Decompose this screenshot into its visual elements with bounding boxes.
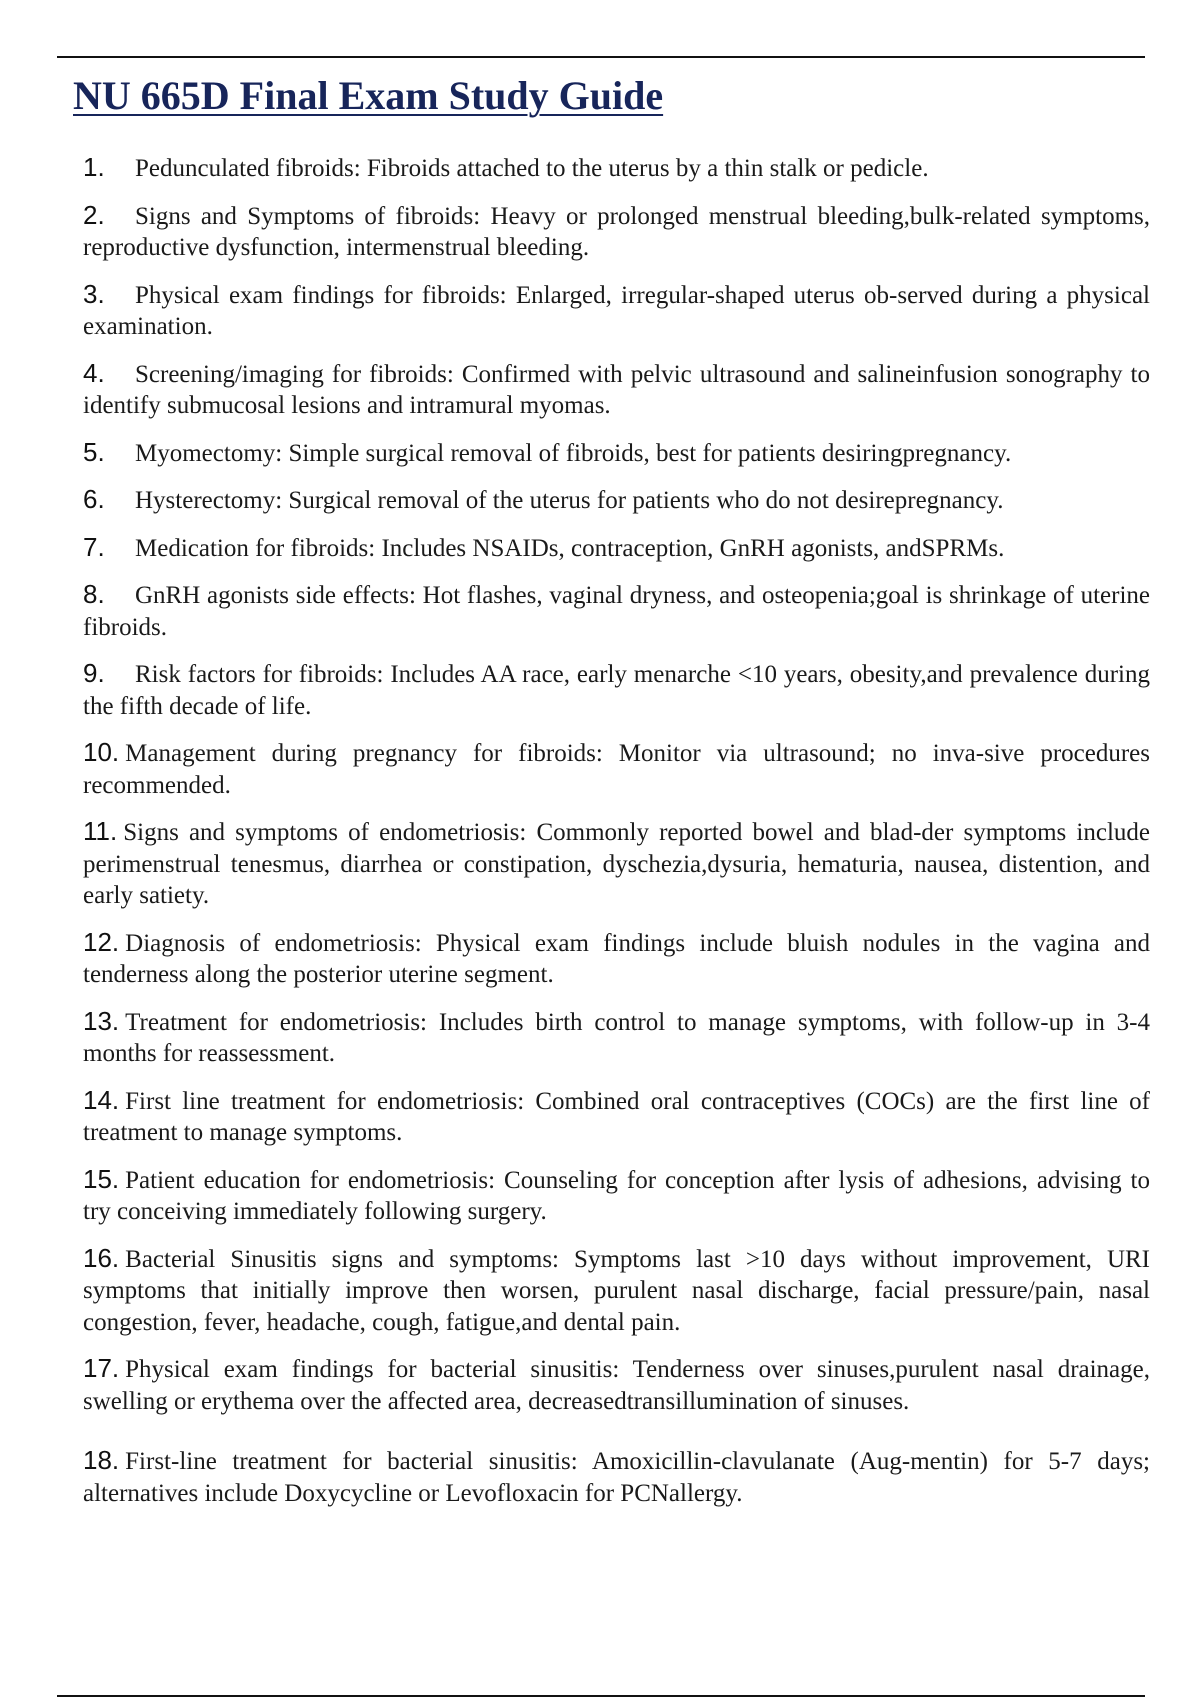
item-number: 10. bbox=[83, 737, 120, 767]
item-text: Myomectomy: Simple surgical removal of fibroids, best for patients desiringpregnancy. bbox=[135, 439, 1012, 467]
list-item bbox=[83, 927, 1150, 991]
list-item bbox=[83, 1164, 1150, 1228]
item-number: 14. bbox=[83, 1084, 120, 1115]
item-text: Diagnosis of endometriosis: Physical exam findings include bluish nodules in the vagina and tenderness along the posterior uterine segment. bbox=[83, 929, 1150, 988]
item-text: Risk factors for fibroids: Includes AA race, early menarche <10 years, obesity,and prevalence during the fifth decade of life. bbox=[83, 661, 1150, 720]
list-item bbox=[83, 658, 1150, 722]
item-text: GnRH agonists side effects: Hot flashes, vaginal dryness, and osteopenia;goal is shrinkage of uterine fibroids. bbox=[83, 582, 1150, 641]
item-text: Pedunculated fibroids: Fibroids attached to the uterus by a thin stalk or pedicle. bbox=[135, 155, 929, 182]
top-rule bbox=[57, 56, 1145, 58]
list-item bbox=[83, 1085, 1150, 1149]
bottom-rule bbox=[57, 1695, 1145, 1697]
item-text: Physical exam findings for fibroids: Enlarged, irregular-shaped uterus ob-served during a physical examination. bbox=[83, 281, 1150, 340]
item-text: Signs and Symptoms of fibroids: Heavy or prolonged menstrual bleeding,bulk-related symptoms, reproductive dysfunction, intermenstrual bleeding. bbox=[83, 202, 1150, 261]
item-text: Patient education for endometriosis: Counseling for conception after lysis of adhesions, advising to try conceiving immediately following surgery. bbox=[83, 1166, 1150, 1225]
item-number: 18. bbox=[83, 1445, 120, 1475]
list-item bbox=[83, 279, 1150, 343]
item-number: 11. bbox=[83, 816, 118, 846]
item-number: 4. bbox=[83, 357, 105, 388]
page-title: NU 665D Final Exam Study Guide bbox=[73, 73, 664, 118]
item-number: 5. bbox=[83, 436, 105, 467]
item-text: Medication for fibroids: Includes NSAIDs, contraception, GnRH agonists, andSPRMs. bbox=[135, 534, 1005, 562]
item-text: Signs and symptoms of endometriosis: Commonly reported bowel and blad-der symptoms include perimenstrual tenesmus, diarrhea or constipation, dyschezia,dysuria, hematuria, nausea, distention, and early satiety. bbox=[83, 819, 1150, 909]
list-item bbox=[83, 1006, 1150, 1070]
item-number: 17. bbox=[83, 1353, 120, 1383]
item-number: 6. bbox=[83, 484, 105, 514]
item-number: 16. bbox=[83, 1242, 120, 1273]
list-item bbox=[83, 152, 1150, 185]
item-number: 12. bbox=[83, 926, 120, 957]
list-item bbox=[83, 816, 1150, 912]
item-number: 13. bbox=[83, 1005, 120, 1036]
item-text: Treatment for endometriosis: Includes birth control to manage symptoms, with follow-up in 3-4 months for reassessment. bbox=[83, 1008, 1150, 1067]
list-item bbox=[83, 737, 1150, 801]
list-item bbox=[83, 1445, 1150, 1509]
study-guide-list bbox=[83, 152, 1150, 1524]
item-number: 15. bbox=[83, 1163, 120, 1194]
item-number: 8. bbox=[83, 579, 105, 609]
item-text: First-line treatment for bacterial sinusitis: Amoxicillin-clavulanate (Aug-mentin) for 5-7 days; alternatives include Doxycycline or Levofloxacin for PCNallergy. bbox=[83, 1448, 1150, 1507]
list-item bbox=[83, 1243, 1150, 1339]
item-text: First line treatment for endometriosis: Combined oral contraceptives (COCs) are the first line of treatment to manage symptoms. bbox=[83, 1087, 1150, 1146]
item-text: Bacterial Sinusitis signs and symptoms: Symptoms last >10 days without improvement, URI symptoms that initially improve then worsen, purulent nasal discharge, facial pressure/pain, nasal congestion, fever, headache, cough, fatigue,and dental pain. bbox=[83, 1245, 1150, 1336]
item-number: 1. bbox=[83, 152, 105, 182]
item-text: Management during pregnancy for fibroids: Monitor via ultrasound; no inva-sive procedures recommended. bbox=[83, 740, 1150, 799]
item-number: 9. bbox=[83, 658, 105, 688]
item-text: Hysterectomy: Surgical removal of the uterus for patients who do not desirepregnancy. bbox=[135, 487, 1004, 514]
item-number: 7. bbox=[83, 531, 105, 562]
list-item bbox=[83, 358, 1150, 422]
list-item bbox=[83, 200, 1150, 264]
list-item bbox=[83, 532, 1150, 565]
list-item bbox=[83, 437, 1150, 470]
item-text: Physical exam findings for bacterial sinusitis: Tenderness over sinuses,purulent nasal drainage, swelling or erythema over the affected area, decreasedtransillumination of sinuses. bbox=[83, 1356, 1150, 1415]
list-item bbox=[83, 1353, 1150, 1417]
list-item bbox=[83, 484, 1150, 517]
list-item bbox=[83, 579, 1150, 643]
item-number: 3. bbox=[83, 278, 105, 309]
item-text: Screening/imaging for fibroids: Confirmed with pelvic ultrasound and salineinfusion sonography to identify submucosal lesions and intramural myomas. bbox=[83, 360, 1150, 419]
item-number: 2. bbox=[83, 199, 105, 230]
